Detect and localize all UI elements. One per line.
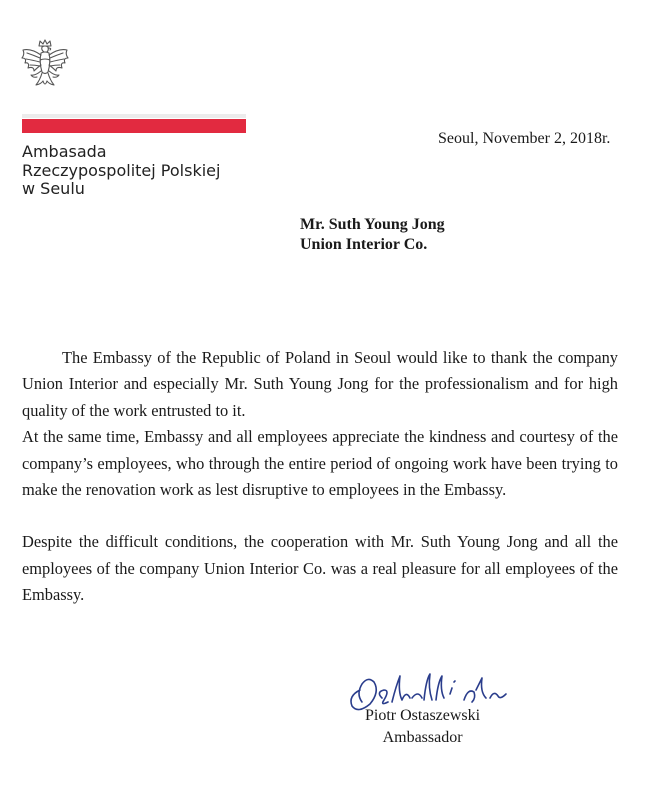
recipient-name: Mr. Suth Young Jong [300,216,445,233]
letter-body [22,345,618,609]
signer-name: Piotr Ostaszewski [365,707,481,724]
body-paragraph-2: At the same time, Embassy and all employees appreciate the kindness and courtesy of the company’s employees, who through the entire period of ongoing work have been trying to make the renovation work as lest disruptive to employees in the Embassy. [22,427,618,500]
recipient-company: Union Interior Co. [300,236,428,253]
signer-block [365,705,480,749]
polish-eagle-emblem-icon [19,38,71,100]
embassy-name-line-1: Ambasada [22,142,107,161]
embassy-name [22,143,220,199]
letter-date: Seoul, November 2, 2018r. [438,130,611,147]
flag-stripe-red [22,119,246,133]
flag-stripe-white [22,114,246,118]
embassy-name-line-2: Rzeczypospolitej Polskiej [22,160,221,180]
recipient-block [300,215,445,255]
signer-title: Ambassador [382,729,463,746]
body-paragraph-1: The Embassy of the Republic of Poland in Seoul would like to thank the company Union Interior and especially Mr. Suth Young Jong for the professionalism and for high quality of the work entrusted to it. [22,348,618,420]
embassy-name-line-3: w Seulu [22,179,85,198]
body-paragraph-3: Despite the difficult conditions, the cooperation with Mr. Suth Young Jong and all the employees of the company Union Interior Co. was a real pleasure for all employees of the Embassy. [22,532,618,605]
